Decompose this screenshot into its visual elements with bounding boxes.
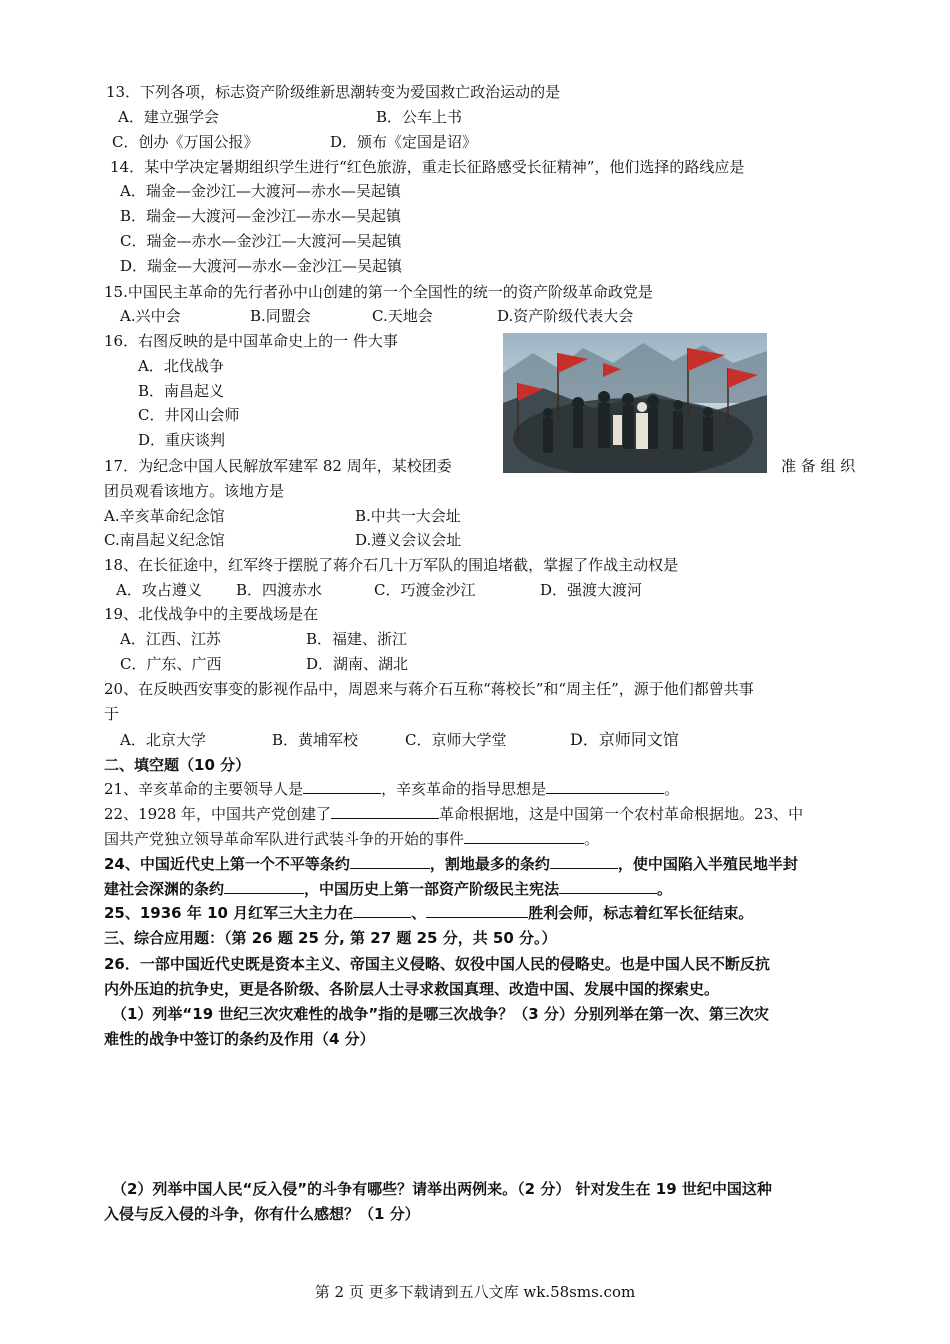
q19-option-c: C．广东、广西: [120, 655, 222, 673]
q25-line: [104, 903, 753, 923]
q13-stem: 13．下列各项，标志资产阶级维新思潮转变为爱国救亡政治运动的是: [106, 83, 561, 101]
q17-option-a: A.辛亥革命纪念馆: [104, 507, 225, 525]
q20-option-b: B．黄埔军校: [272, 731, 359, 749]
q21-blank-1[interactable]: [303, 779, 381, 794]
q13-option-a: A．建立强学会: [118, 108, 219, 126]
q22-text-1: 22、1928 年，中国共产党创建了: [104, 805, 332, 823]
q20-option-a: A．北京大学: [120, 731, 206, 749]
q17-stem-right: 准 备 组 织: [781, 457, 856, 475]
q16-stem: 16．右图反映的是中国革命史上的一 件大事: [104, 332, 398, 350]
q18-option-d: D．强渡大渡河: [540, 581, 643, 599]
q17-stem-cont: 团员观看该地方。该地方是: [104, 482, 285, 500]
q24-text-3: ，使中国陷入半殖民地半封: [617, 855, 798, 873]
q19-option-d: D．湖南、湖北: [306, 655, 409, 673]
q16-option-b: B．南昌起义: [138, 382, 225, 400]
q14-option-a: A．瑞金—金沙江—大渡河—赤水—吴起镇: [120, 182, 401, 200]
q24-text-6: 。: [657, 880, 673, 898]
q21-text-3: 。: [664, 780, 680, 798]
q24-blank-4[interactable]: [559, 879, 657, 894]
q26-sub2-line-2: 入侵与反入侵的斗争，你有什么感想？（1 分）: [104, 1205, 420, 1223]
q24-line-2: [104, 879, 672, 899]
q20-option-d: D．京师同文馆: [570, 730, 679, 749]
q14-option-c: C．瑞金—赤水—金沙江—大渡河—吴起镇: [120, 232, 402, 250]
q24-text-2: ，割地最多的条约: [429, 855, 550, 873]
q23-blank-1[interactable]: [464, 829, 584, 844]
q25-text-3: 胜利会师，标志着红军长征结束。: [528, 904, 754, 922]
section-2-heading: 二、填空题（10 分）: [104, 756, 251, 774]
q17-option-b: B.中共一大会址: [355, 507, 461, 525]
q15-option-b: B.同盟会: [250, 307, 311, 325]
q17-stem-left: 17．为纪念中国人民解放军建军 82 周年，某校团委: [104, 457, 452, 475]
q20-option-c: C．京师大学堂: [405, 731, 507, 749]
q21-line: [104, 779, 679, 799]
q14-stem: 14．某中学决定暑期组织学生进行“红色旅游，重走长征路感受长征精神”，他们选择的路线应是: [110, 158, 745, 176]
q24-line-1: [104, 854, 798, 874]
q22-blank-1[interactable]: [331, 804, 439, 819]
q16-option-a: A．北伐战争: [138, 357, 224, 375]
q24-blank-3[interactable]: [224, 879, 304, 894]
q26-sub1-line-2: 难性的战争中签订的条约及作用（4 分）: [104, 1030, 375, 1048]
q15-option-d: D.资产阶级代表大会: [497, 307, 634, 325]
q14-option-b: B．瑞金—大渡河—金沙江—赤水—吴起镇: [120, 207, 402, 225]
q19-option-b: B．福建、浙江: [306, 630, 408, 648]
jinggangshan-painting: [503, 333, 767, 473]
q17-option-c: C.南昌起义纪念馆: [104, 531, 225, 549]
q26-intro-line-2: 内外压迫的抗争史，更是各阶级、各阶层人士寻求救国真理、改造中国、发展中国的探索史。: [104, 980, 720, 998]
q20-stem: 20、在反映西安事变的影视作品中，周恩来与蒋介石互称“蒋校长”和“周主任”，源于他们都曾共事: [104, 680, 754, 698]
q20-stem-cont: 于: [104, 705, 120, 723]
q18-stem: 18、在长征途中，红军终于摆脱了蒋介石几十万军队的围追堵截，掌握了作战主动权是: [104, 556, 679, 574]
q19-option-a: A．江西、江苏: [120, 630, 221, 648]
q21-text-1: 21、辛亥革命的主要领导人是: [104, 780, 304, 798]
section-3-heading: 三、综合应用题：（第 26 题 25 分, 第 27 题 25 分，共 50 分。）: [104, 929, 557, 947]
q25-blank-1[interactable]: [353, 903, 411, 918]
q19-stem: 19、北伐战争中的主要战场是在: [104, 605, 319, 623]
q21-text-2: ，辛亥革命的指导思想是: [381, 780, 547, 798]
q13-option-d: D．颁布《定国是诏》: [330, 133, 478, 151]
q18-option-c: C．巧渡金沙江: [374, 581, 476, 599]
q24-text-1: 24、中国近代史上第一个不平等条约: [104, 855, 350, 873]
q25-blank-2[interactable]: [426, 903, 528, 918]
q26-sub1-line-1: （1）列举“19 世纪三次灾难性的战争”指的是哪三次战争？（3 分）分别列举在第一次、第三次灾: [112, 1005, 769, 1023]
q13-option-c: C．创办《万国公报》: [112, 133, 259, 151]
page-footer: 第 2 页 更多下载请到五八文库 wk.58sms.com: [314, 1283, 636, 1301]
q25-text-2: 、: [411, 904, 427, 922]
q18-option-b: B．四渡赤水: [236, 581, 323, 599]
q21-blank-2[interactable]: [546, 779, 664, 794]
q26-intro-line-1: 26．一部中国近代史既是资本主义、帝国主义侵略、奴役中国人民的侵略史。也是中国人民不断反抗: [104, 955, 770, 973]
q17-option-d: D.遵义会议会址: [355, 531, 462, 549]
q22-line-1: [104, 804, 803, 824]
q24-text-5: ，中国历史上第一部资产阶级民主宪法: [304, 880, 560, 898]
q26-sub2-line-1: （2）列举中国人民“反入侵”的斗争有哪些？请举出两例来。（2 分） 针对发生在 19 世纪中国这种: [112, 1180, 772, 1198]
q22-text-2: 革命根据地，这是中国第一个农村革命根据地。23、中: [439, 805, 804, 823]
q23-text-2: 。: [584, 830, 600, 848]
q23-line: [104, 829, 599, 849]
q18-option-a: A．攻占遵义: [116, 581, 202, 599]
q24-blank-2[interactable]: [550, 854, 618, 869]
q16-option-d: D．重庆谈判: [138, 431, 226, 449]
painting-illustration: [503, 333, 767, 473]
q16-option-c: C．井冈山会师: [138, 406, 240, 424]
q14-option-d: D．瑞金—大渡河—赤水—金沙江—吴起镇: [120, 257, 403, 275]
q15-option-a: A.兴中会: [120, 307, 181, 325]
q13-option-b: B．公车上书: [376, 108, 463, 126]
q24-blank-1[interactable]: [350, 854, 430, 869]
q24-text-4: 建社会深渊的条约: [104, 880, 225, 898]
q23-text-1: 国共产党独立领导革命军队进行武装斗争的开始的事件: [104, 830, 465, 848]
q15-option-c: C.天地会: [372, 307, 433, 325]
q15-stem: 15.中国民主革命的先行者孙中山创建的第一个全国性的统一的资产阶级革命政党是: [104, 283, 653, 301]
q25-text-1: 25、1936 年 10 月红军三大主力在: [104, 904, 354, 922]
